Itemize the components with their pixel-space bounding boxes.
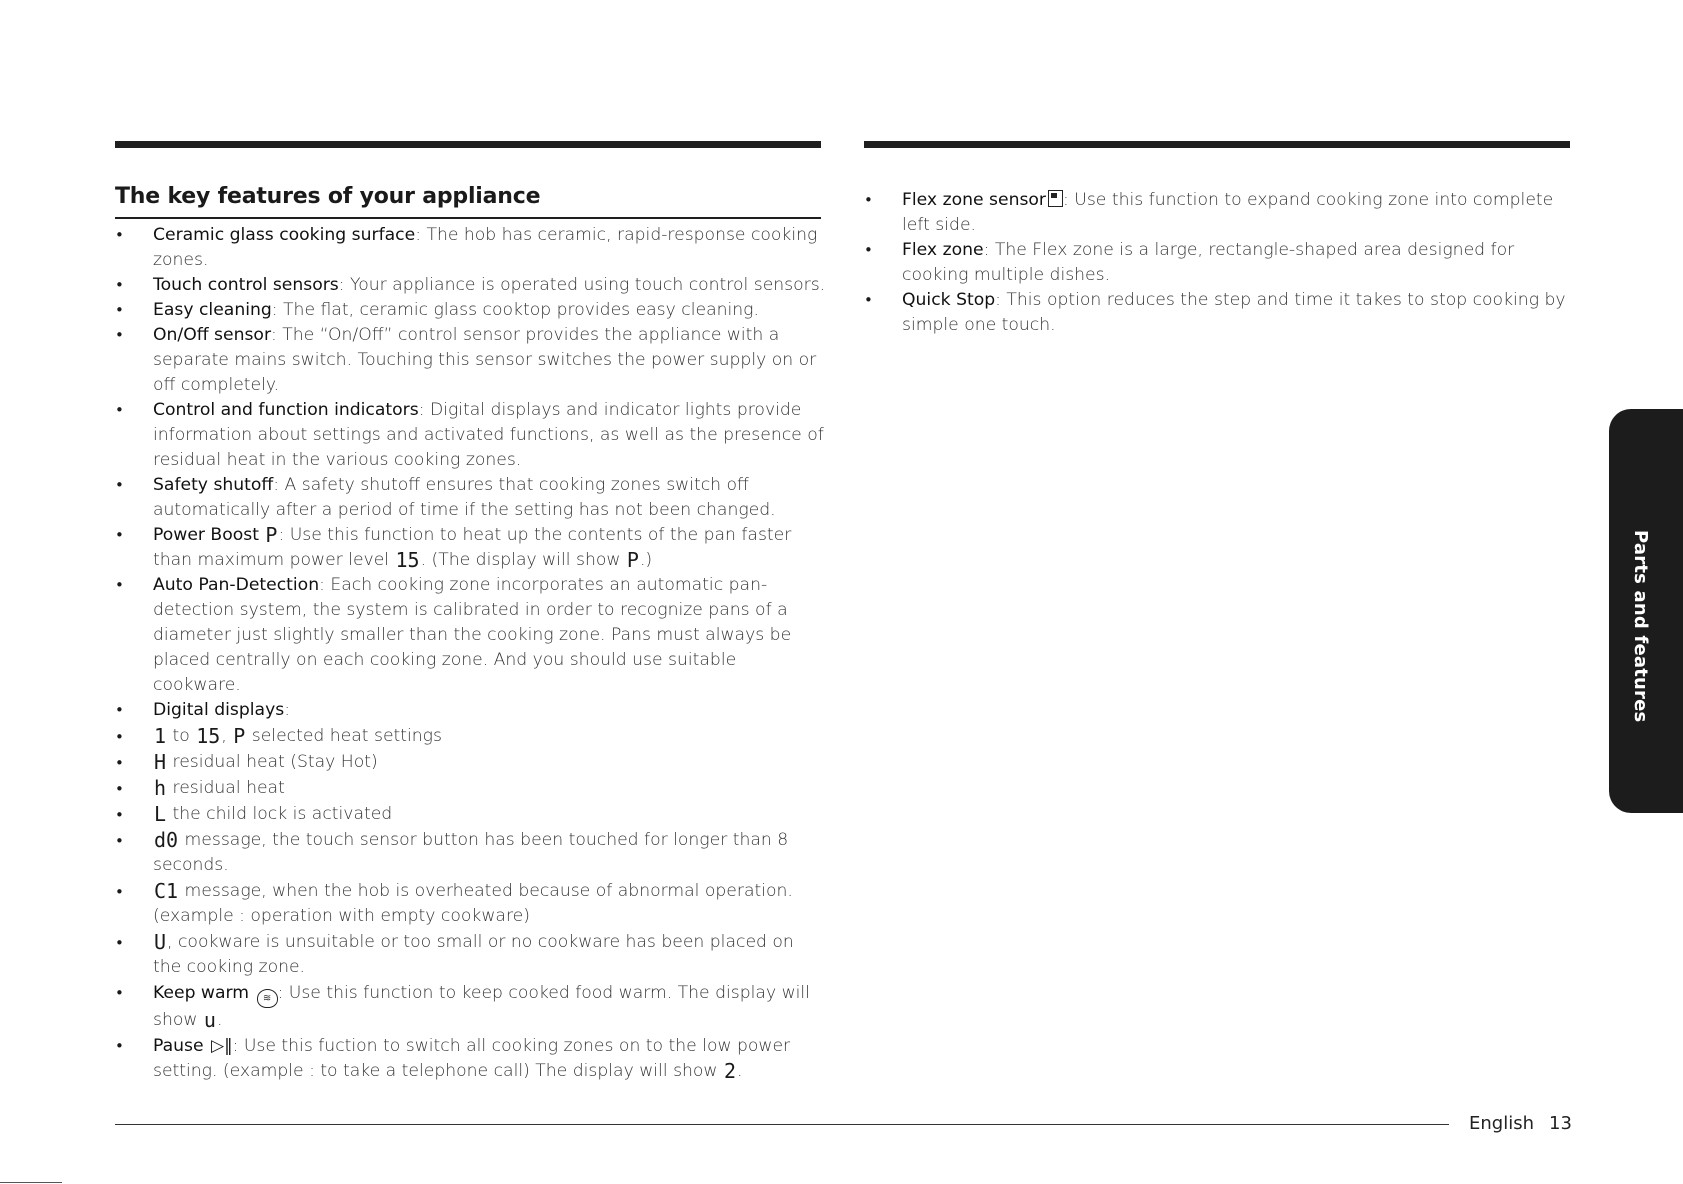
display-code: H (154, 750, 167, 774)
feature-desc: .) (639, 550, 653, 570)
display-desc: , (221, 726, 227, 746)
feature-keep-warm (115, 981, 827, 1033)
feature-list-right (864, 188, 1570, 338)
section-title: The key features of your appliance (115, 184, 821, 219)
pause-icon: ▷‖ (211, 1036, 233, 1056)
digital-display-list (115, 724, 827, 980)
display-desc: message, the touch sensor button has been touched for longer than 8 seconds. (153, 830, 789, 875)
feature-term: Safety shutoff (153, 475, 274, 495)
display-code-p: P (626, 548, 639, 572)
flex-zone-icon (1048, 190, 1063, 207)
display-desc: to (167, 726, 196, 746)
feature-term: On/Off sensor (153, 325, 272, 345)
footer-rule (115, 1124, 1449, 1125)
feature-term: Keep warm (153, 983, 250, 1003)
feature-desc: : The flat, ceramic glass cooktop provides easy cleaning. (271, 300, 759, 320)
footer-language: English (1469, 1113, 1534, 1134)
display-code: U (154, 930, 167, 954)
display-desc: the child lock is activated (167, 804, 393, 824)
display-code: d0 (154, 828, 179, 852)
display-desc: residual heat (167, 778, 285, 798)
feature-auto-pan-detection (115, 573, 827, 698)
feature-term: Auto Pan-Detection (153, 575, 320, 595)
display-code-15: 15 (395, 548, 420, 572)
feature-desc: : A safety shutoff ensures that cooking zones switch off automatically after a period of time if the setting has not been changed. (153, 475, 776, 520)
feature-desc: : Each cooking zone incorporates an automatic pan-detection system, the system is calibrated in order to recognize pans of a diameter just slightly smaller than the cooking zone. Pans must always be placed centrally on each cooking zone. And you should use suitable cookware. (153, 575, 792, 695)
feature-flex-zone (864, 238, 1570, 288)
feature-touch-control (115, 273, 827, 298)
feature-desc: : The “On/Off” control sensor provides the appliance with a separate mains switch. Touching this sensor switches the power supply on or off completely. (153, 325, 817, 395)
feature-desc: : The Flex zone is a large, rectangle-shaped area designed for cooking multiple dishes. (902, 240, 1515, 285)
display-code: 15 (196, 724, 221, 748)
display-desc: selected heat settings (246, 726, 442, 746)
feature-desc: : Use this function to expand cooking zone into complete left side. (902, 190, 1554, 235)
feature-term: Ceramic glass cooking surface (153, 225, 416, 245)
feature-power-boost (115, 523, 827, 573)
display-residual-heat (115, 776, 827, 801)
feature-easy-cleaning (115, 298, 827, 323)
feature-on-off-sensor (115, 323, 827, 398)
feature-desc: : Your appliance is operated using touch control sensors. (338, 275, 826, 295)
display-code: h (154, 776, 167, 800)
feature-desc: : Digital displays and indicator lights provide information about settings and activated functions, as well as the presence of residual heat in the various cooking zones. (153, 400, 824, 470)
display-code: 1 (154, 724, 167, 748)
feature-safety-shutoff (115, 473, 827, 523)
feature-term: Flex zone (902, 240, 984, 260)
feature-term: Quick Stop (902, 290, 996, 310)
display-desc: residual heat (Stay Hot) (167, 752, 378, 772)
display-child-lock (115, 802, 827, 827)
side-tab-label: Parts and features (1630, 530, 1651, 723)
feature-term: Easy cleaning (153, 300, 272, 320)
display-desc: message, when the hob is overheated because of abnormal operation. (example : operation with empty cookware) (153, 881, 793, 926)
page-number: 13 (1549, 1113, 1572, 1134)
feature-flex-zone-sensor (864, 188, 1570, 238)
feature-term: Power Boost (153, 525, 259, 545)
feature-desc: . (216, 1010, 223, 1030)
left-column (115, 223, 827, 1084)
corner-rule (0, 1182, 62, 1183)
feature-desc: . (737, 1061, 743, 1081)
feature-term: Pause (153, 1036, 204, 1056)
feature-desc: : (284, 700, 290, 720)
display-stay-hot (115, 750, 827, 775)
display-d0-message (115, 828, 827, 878)
feature-desc: : The hob has ceramic, rapid-response cooking zones. (153, 225, 818, 270)
feature-digital-displays (115, 698, 827, 980)
feature-desc: : Use this fuction to switch all cooking zones on to the low power setting. (example : to take a telephone call) The display will show (153, 1036, 791, 1081)
keep-warm-icon: ≋ (257, 989, 278, 1008)
feature-quick-stop (864, 288, 1570, 338)
feature-pause (115, 1034, 827, 1084)
display-c1-message (115, 879, 827, 929)
display-code: 2 (723, 1059, 737, 1083)
power-boost-icon: P (265, 523, 278, 547)
feature-list-left (115, 223, 827, 1084)
feature-desc: : Use this function to heat up the contents of the pan faster than maximum power level (153, 525, 792, 570)
feature-desc: : Use this function to keep cooked food warm. The display will show (153, 983, 810, 1030)
display-code: u (203, 1008, 216, 1032)
display-unsuitable-cookware (115, 930, 827, 980)
display-desc: , cookware is unsuitable or too small or no cookware has been placed on the cooking zone. (153, 932, 794, 977)
feature-indicators (115, 398, 827, 473)
right-column (864, 188, 1570, 338)
display-code: P (233, 724, 246, 748)
feature-term: Digital displays (153, 700, 285, 720)
feature-desc: : This option reduces the step and time it takes to stop cooking by simple one touch. (902, 290, 1566, 335)
feature-desc: . (The display will show (420, 550, 621, 570)
top-rule-left (115, 141, 821, 148)
feature-term: Control and function indicators (153, 400, 419, 420)
feature-term: Touch control sensors (153, 275, 339, 295)
feature-term: Flex zone sensor (902, 190, 1046, 210)
display-code: C1 (154, 879, 179, 903)
display-code: L (154, 802, 167, 826)
top-rule-right (864, 141, 1570, 148)
feature-ceramic-glass (115, 223, 827, 273)
display-heat-settings (115, 724, 827, 749)
